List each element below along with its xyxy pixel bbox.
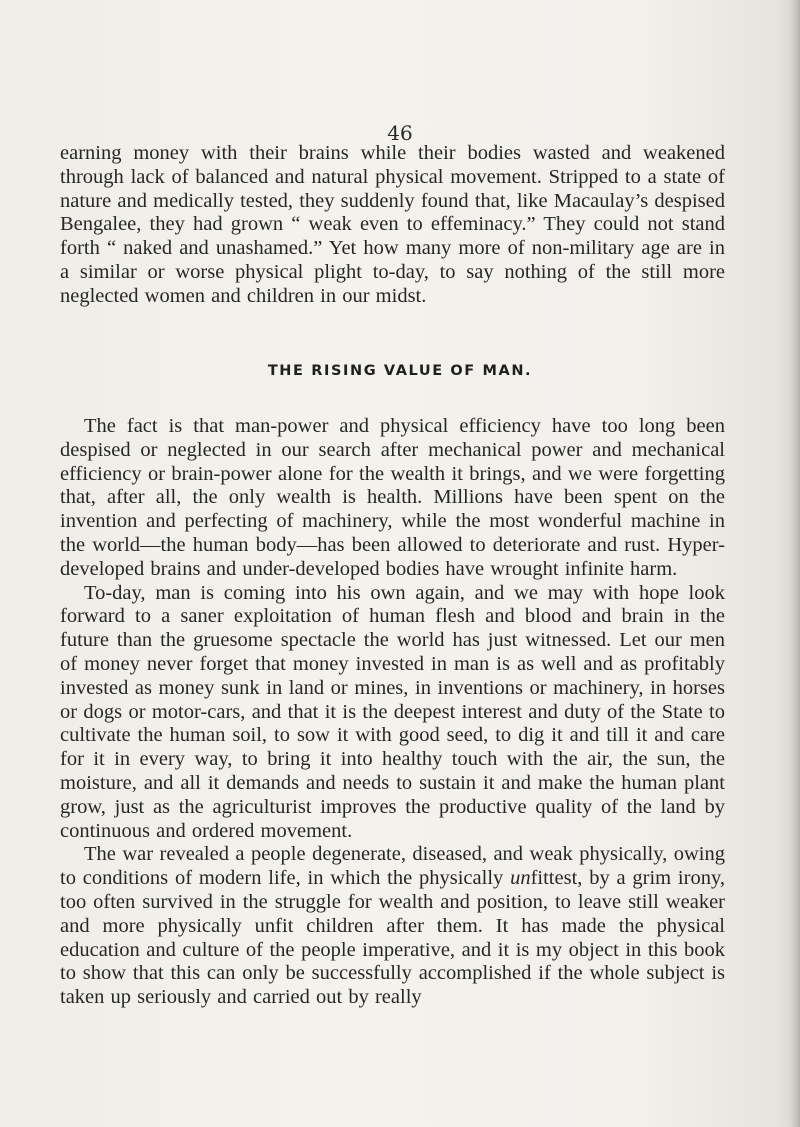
paragraph-the-war [60, 843, 725, 1010]
section-body [60, 415, 725, 1010]
page-edge-shadow [790, 0, 800, 1127]
paragraph-to-day: To-day, man is coming into his own again, and we may with hope look forward to a saner exploitation of human flesh and blood and brain in the future than the gruesome spectacle the world has just witnessed. Let our men of money never forget that money invested in man is as well and as profitably invested as money sunk in land or mines, in inventions or machinery, in horses or dogs or motor-cars, and that it is the deepest interest and duty of the State to cultivate the human soil, to sow it with good seed, to dig it and till it and care for it in every way, to bring it into healthy touch with the air, the sun, the moisture, and all it demands and needs to sustain it and make the human plant grow, just as the agriculturist improves the productive quality of the land by continuous and ordered movement. [60, 581, 725, 842]
continued-paragraph: earning money with their brains while their bodies wasted and weakened through lack of balanced and natural physical movement. Stripped to a state of nature and medically tested, they suddenly found that, like Macaulay’s despised Bengalee, they had grown “ weak even to effeminacy.” They could not stand forth “ naked and unashamed.” Yet how many more of non-military age are in a similar or worse physical plight to-day, to say nothing of the still more neglected women and children in our midst. [60, 142, 725, 307]
paragraph-man-power: The fact is that man-power and physical efficiency have too long been despised or neglected in our search after mechanical power and mechanical efficiency or brain-power alone for the wealth it brings, and we were forgetting that, after all, the only wealth is health. Millions have been spent on the invention and perfecting of machinery, while the most wonderful machine in the world—the human body—has been allowed to deteriorate and rust. Hyper-developed brains and under-developed bodies have wrought infinite harm. [60, 415, 725, 580]
page-number: 46 [387, 121, 413, 145]
continued-text-block [60, 142, 725, 309]
emphasis-un: un [510, 867, 531, 890]
paragraph-the-war-part-1: The war revealed a people degenerate, diseased, and weak physically, owing to conditions of modern life, in which the physically [60, 843, 725, 890]
section-heading: THE RISING VALUE OF MAN. [267, 363, 533, 379]
paragraph-the-war-part-2: fittest, by a grim irony, too often survived in the struggle for wealth and position, to leave still weaker and more physically unfit children after them. It has made the physical education and culture of the people imperative, and it is my object in this book to show that this can only be successfully accomplished if the whole subject is taken up seriously and carried out by really [60, 867, 725, 1009]
